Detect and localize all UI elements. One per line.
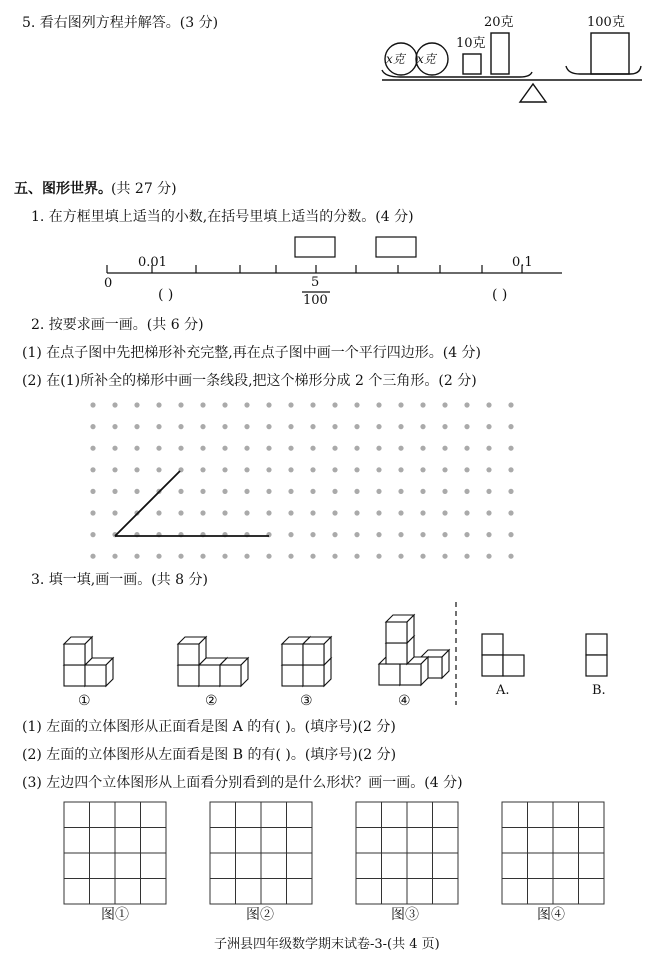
- answer-box-2: [376, 237, 416, 257]
- grid-dot: [376, 424, 381, 429]
- grid-dot: [398, 424, 403, 429]
- answer-grids: [64, 802, 604, 904]
- grid-dot: [244, 446, 249, 451]
- grid-dot: [156, 554, 161, 559]
- grid-dot: [178, 554, 183, 559]
- fig-label-4: ④: [398, 693, 411, 709]
- grid-dot: [354, 424, 359, 429]
- grid-dot: [420, 489, 425, 494]
- grid-dot: [310, 467, 315, 472]
- grid-dot: [288, 554, 293, 559]
- grid-dot: [398, 510, 403, 515]
- grid-dot: [420, 446, 425, 451]
- label-0: 0: [104, 276, 113, 291]
- grid-dot: [288, 446, 293, 451]
- grid-dot: [332, 402, 337, 407]
- grid-dot: [486, 489, 491, 494]
- grid-dot: [90, 446, 95, 451]
- grid-dot: [288, 402, 293, 407]
- grid-dot: [376, 467, 381, 472]
- grid-dot: [354, 446, 359, 451]
- box-100g: [591, 33, 629, 74]
- grid-dot: [112, 489, 117, 494]
- grid-dot: [376, 554, 381, 559]
- grid-dot: [486, 424, 491, 429]
- grid-dot: [156, 402, 161, 407]
- section-points: (共 27 分): [111, 181, 177, 197]
- answer-grid: [502, 802, 604, 904]
- grid-dot: [354, 402, 359, 407]
- grid-label-1: 图①: [101, 907, 129, 923]
- grid-dot: [90, 467, 95, 472]
- grid-dot: [266, 554, 271, 559]
- grid-dot: [464, 554, 469, 559]
- grid-dot: [156, 424, 161, 429]
- grid-dot: [442, 532, 447, 537]
- grid-dot: [420, 554, 425, 559]
- grid-dot: [332, 424, 337, 429]
- grid-dot: [310, 532, 315, 537]
- cube-figures: [64, 615, 449, 686]
- grid-dot: [112, 510, 117, 515]
- ball-label-1: x克: [386, 52, 405, 66]
- grid-dot: [266, 510, 271, 515]
- label-001: 0.01: [138, 255, 167, 270]
- q2-sub1: (1) 在点子图中先把梯形补充完整,再在点子图中画一个平行四边形。(4 分): [22, 345, 482, 361]
- frac-den: 100: [303, 293, 328, 308]
- grid-dot: [222, 554, 227, 559]
- grid-label-3: 图③: [391, 907, 419, 923]
- grid-dot: [112, 424, 117, 429]
- grid-dot: [244, 510, 249, 515]
- grid-dot: [442, 554, 447, 559]
- grid-dot: [376, 402, 381, 407]
- q3-sub3: (3) 左边四个立体图形从上面看分别看到的是什么形状？画一画。(4 分): [22, 775, 463, 791]
- grid-dot: [222, 446, 227, 451]
- grid-dot: [508, 532, 513, 537]
- grid-dot: [464, 446, 469, 451]
- grid-dot: [266, 467, 271, 472]
- grid-dot: [486, 467, 491, 472]
- grid-dot: [244, 489, 249, 494]
- grid-dot: [398, 532, 403, 537]
- answer-box-1: [295, 237, 335, 257]
- grid-dot: [354, 467, 359, 472]
- grid-dot: [310, 446, 315, 451]
- label-01: 0.1: [512, 255, 533, 270]
- grid-dot: [288, 532, 293, 537]
- grid-dot: [266, 402, 271, 407]
- q3-text: 3. 填一填,画一画。(共 8 分): [31, 572, 208, 588]
- cube: [178, 637, 206, 665]
- cube: [386, 615, 414, 643]
- grid-dot: [156, 446, 161, 451]
- grid-dot: [288, 467, 293, 472]
- grid-dot: [508, 402, 513, 407]
- answer-grid: [64, 802, 166, 904]
- grid-dot: [178, 402, 183, 407]
- grid-dot: [112, 467, 117, 472]
- grid-dot: [112, 554, 117, 559]
- grid-dot: [332, 489, 337, 494]
- grid-dot: [310, 489, 315, 494]
- frac-num: 5: [311, 275, 320, 290]
- box-20g: [491, 33, 509, 74]
- grid-dot: [288, 489, 293, 494]
- grid-dot: [310, 402, 315, 407]
- grid-dot: [222, 467, 227, 472]
- fig-label-3: ③: [300, 693, 313, 709]
- grid-dot: [442, 467, 447, 472]
- grid-dot: [332, 467, 337, 472]
- grid-dot: [244, 554, 249, 559]
- page-footer: 子洲县四年级数学期末试卷-3-(共 4 页): [214, 937, 440, 952]
- grid-dot: [244, 402, 249, 407]
- grid-dot: [486, 532, 491, 537]
- grid-dot: [200, 510, 205, 515]
- grid-dot: [376, 489, 381, 494]
- grid-dot: [112, 402, 117, 407]
- q3-sub2: (2) 左面的立体图形从左面看是图 B 的有( )。(填序号)(2 分): [22, 747, 397, 763]
- section-heading: 五、图形世界。: [14, 181, 112, 197]
- grid-dot: [442, 402, 447, 407]
- grid-dot: [508, 510, 513, 515]
- ball-label-2: x克: [417, 52, 436, 66]
- grid-dot: [486, 510, 491, 515]
- q3-sub1: (1) 左面的立体图形从正面看是图 A 的有( )。(填序号)(2 分): [22, 719, 396, 735]
- grid-dot: [420, 424, 425, 429]
- grid-dot: [200, 446, 205, 451]
- fig-label-2: ②: [205, 693, 218, 709]
- grid-dot: [354, 532, 359, 537]
- grid-dot: [508, 467, 513, 472]
- grid-dot: [442, 489, 447, 494]
- answer-grid: [210, 802, 312, 904]
- grid-dot: [442, 424, 447, 429]
- grid-dot: [310, 510, 315, 515]
- fig-label-1: ①: [78, 693, 91, 709]
- grid-dot: [222, 510, 227, 515]
- grid-dot: [464, 510, 469, 515]
- grid-dot: [266, 489, 271, 494]
- grid-dot: [464, 489, 469, 494]
- grid-dot: [464, 532, 469, 537]
- grid-dot: [464, 424, 469, 429]
- grid-dot: [420, 467, 425, 472]
- view-b: [586, 634, 607, 676]
- grid-dot: [398, 467, 403, 472]
- grid-dot: [332, 510, 337, 515]
- grid-dot: [90, 424, 95, 429]
- grid-dot: [200, 467, 205, 472]
- grid-dot: [178, 510, 183, 515]
- paren-2: ( ): [492, 287, 508, 303]
- grid-dot: [420, 510, 425, 515]
- grid-dot: [442, 510, 447, 515]
- grid-dot: [112, 446, 117, 451]
- grid-dot: [178, 446, 183, 451]
- cube: [220, 658, 248, 686]
- grid-dot: [222, 489, 227, 494]
- right-pan: [566, 66, 641, 74]
- grid-dot: [354, 554, 359, 559]
- grid-label-4: 图④: [537, 907, 565, 923]
- grid-dot: [464, 467, 469, 472]
- view-a: [482, 634, 524, 676]
- grid-dot: [222, 424, 227, 429]
- q1-text: 1. 在方框里填上适当的小数,在括号里填上适当的分数。(4 分): [31, 209, 414, 225]
- grid-dot: [134, 446, 139, 451]
- grid-dot: [398, 446, 403, 451]
- grid-dot: [200, 554, 205, 559]
- grid-dot: [486, 554, 491, 559]
- grid-dot: [90, 510, 95, 515]
- grid-dot: [178, 424, 183, 429]
- grid-dot: [486, 446, 491, 451]
- grid-dot: [508, 489, 513, 494]
- view-a-label: A.: [496, 683, 510, 698]
- grid-dot: [244, 424, 249, 429]
- grid-dot: [200, 489, 205, 494]
- grid-dot: [200, 424, 205, 429]
- grid-dot: [156, 510, 161, 515]
- grid-dot: [156, 467, 161, 472]
- grid-dot: [332, 532, 337, 537]
- grid-dot: [134, 467, 139, 472]
- grid-dot: [332, 446, 337, 451]
- grid-dot: [134, 402, 139, 407]
- box-20-label: 20克: [484, 15, 514, 30]
- q2-sub2: (2) 在(1)所补全的梯形中画一条线段,把这个梯形分成 2 个三角形。(2 分): [22, 373, 477, 389]
- q2-text: 2. 按要求画一画。(共 6 分): [31, 317, 204, 333]
- answer-grid: [356, 802, 458, 904]
- grid-label-2: 图②: [246, 907, 274, 923]
- grid-dot: [376, 532, 381, 537]
- box-10g: [463, 54, 481, 74]
- grid-dot: [134, 489, 139, 494]
- box-10-label: 10克: [456, 36, 486, 51]
- grid-dot: [178, 489, 183, 494]
- cube: [64, 637, 92, 665]
- cube: [85, 658, 113, 686]
- grid-dot: [508, 554, 513, 559]
- fulcrum: [520, 84, 546, 102]
- grid-dot: [398, 554, 403, 559]
- grid-dot: [90, 554, 95, 559]
- grid-dot: [134, 424, 139, 429]
- grid-dot: [244, 467, 249, 472]
- grid-dot: [508, 446, 513, 451]
- grid-dot: [90, 402, 95, 407]
- grid-dot: [508, 424, 513, 429]
- grid-dot: [354, 489, 359, 494]
- number-line: [107, 237, 562, 292]
- q5-text: 5. 看右图列方程并解答。(3 分): [22, 15, 219, 31]
- grid-dot: [398, 402, 403, 407]
- grid-dot: [486, 402, 491, 407]
- grid-dot: [266, 424, 271, 429]
- grid-dot: [288, 510, 293, 515]
- grid-dot: [420, 402, 425, 407]
- grid-dot: [266, 446, 271, 451]
- box-100-label: 100克: [587, 15, 625, 30]
- grid-dot: [310, 554, 315, 559]
- grid-dot: [464, 402, 469, 407]
- grid-dot: [134, 554, 139, 559]
- grid-dot: [222, 402, 227, 407]
- cube: [303, 637, 331, 665]
- grid-dot: [376, 446, 381, 451]
- grid-dot: [420, 532, 425, 537]
- grid-dot: [90, 489, 95, 494]
- paren-1: ( ): [158, 287, 174, 303]
- trapezoid-partial: [115, 471, 269, 536]
- grid-dot: [376, 510, 381, 515]
- grid-dot: [398, 489, 403, 494]
- grid-dot: [354, 510, 359, 515]
- grid-dot: [288, 424, 293, 429]
- grid-dot: [332, 554, 337, 559]
- grid-dot: [200, 402, 205, 407]
- grid-dot: [310, 424, 315, 429]
- grid-dot: [90, 532, 95, 537]
- view-b-label: B.: [592, 683, 606, 698]
- grid-dot: [442, 446, 447, 451]
